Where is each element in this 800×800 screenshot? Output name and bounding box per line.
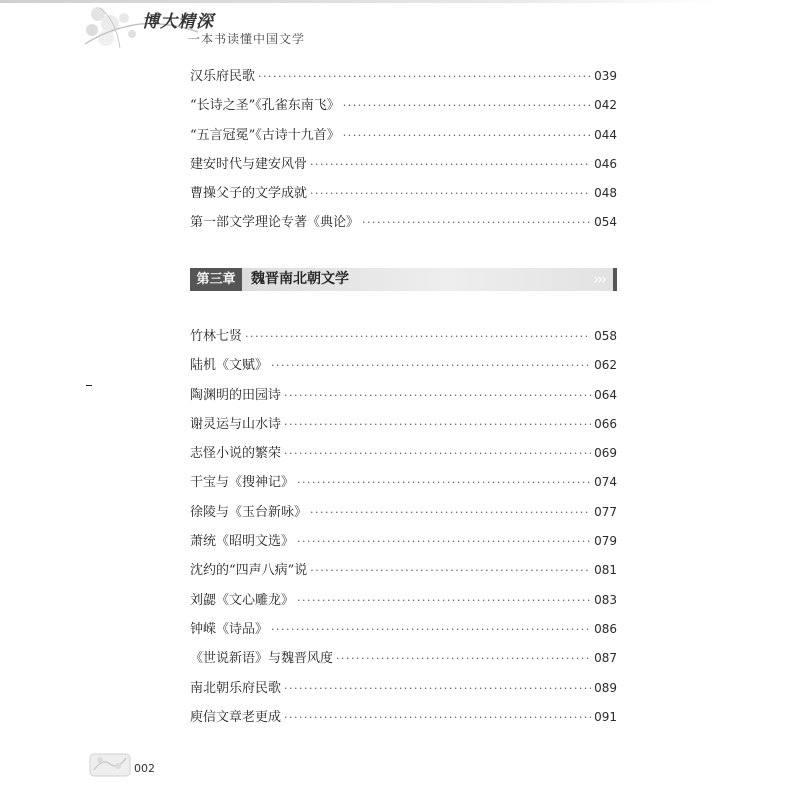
toc-entry-title: 陶渊明的田园诗 xyxy=(190,387,282,403)
toc-entry-page: 062 xyxy=(594,358,617,373)
toc-entry[interactable] xyxy=(190,556,617,585)
header-band xyxy=(0,0,716,3)
toc-entry-page: 087 xyxy=(594,651,617,666)
toc-entry[interactable] xyxy=(190,703,617,732)
leader-dots xyxy=(284,410,591,439)
toc-entry-title: 刘勰《文心雕龙》 xyxy=(190,592,295,608)
leader-dots xyxy=(310,150,591,179)
toc-entry-page: 042 xyxy=(594,98,617,113)
leader-dots xyxy=(343,91,591,120)
toc-entry-page: 079 xyxy=(594,534,617,549)
chapter-number: 第三章 xyxy=(190,268,242,291)
toc-entry[interactable] xyxy=(190,439,617,468)
toc-entry-title: 陆机《文赋》 xyxy=(190,358,269,374)
leader-dots xyxy=(297,468,591,497)
page-number: 002 xyxy=(134,762,155,775)
chapter-heading-bar[interactable] xyxy=(190,268,617,291)
toc-entry-title: 志怪小说的繁荣 xyxy=(190,446,282,462)
toc-entry-page: 083 xyxy=(594,592,617,607)
chevron-right-icon: ››› xyxy=(593,270,605,288)
toc-entry-title: 沈约的“四声八病”说 xyxy=(190,563,308,579)
toc-entry[interactable] xyxy=(190,674,617,703)
toc-entry[interactable] xyxy=(190,62,617,91)
toc-entry[interactable] xyxy=(190,351,617,380)
toc-entry-title: 第一部文学理论专著《典论》 xyxy=(190,215,360,231)
toc-entry-title: “长诗之圣”《孔雀东南飞》 xyxy=(190,98,340,114)
toc-entry-title: 竹林七贤 xyxy=(190,329,243,344)
leader-dots xyxy=(362,208,591,237)
book-subtitle: 一本书读懂中国文学 xyxy=(188,32,306,46)
toc-entry[interactable] xyxy=(190,150,617,179)
toc-entry-title: 《世说新语》与魏晋风度 xyxy=(190,651,334,667)
book-title: 博大精深 xyxy=(142,12,214,32)
leader-dots xyxy=(310,179,591,208)
toc-entry-title: 汉乐府民歌 xyxy=(190,69,256,84)
toc-entry-page: 044 xyxy=(594,127,617,142)
leader-dots xyxy=(297,527,591,556)
leader-dots xyxy=(245,322,591,351)
toc-entry-title: 萧统《昭明文选》 xyxy=(190,534,295,550)
leader-dots xyxy=(271,351,591,380)
leader-dots xyxy=(297,586,591,615)
toc-entry-page: 058 xyxy=(594,329,617,343)
toc-entry[interactable] xyxy=(190,410,617,439)
toc-entry-title: 曹操父子的文学成就 xyxy=(190,186,308,202)
toc-entry-page: 091 xyxy=(594,709,617,724)
toc-entry[interactable] xyxy=(190,586,617,615)
toc-entry-title: 徐陵与《玉台新咏》 xyxy=(190,504,308,520)
toc-entry-page: 054 xyxy=(594,215,617,230)
toc-entry-title: 谢灵运与山水诗 xyxy=(190,416,282,432)
toc-entry-title: 南北朝乐府民歌 xyxy=(190,680,282,696)
chapter-bar-end-cap xyxy=(613,268,617,291)
toc-entry-page: 046 xyxy=(594,156,617,171)
toc-entry[interactable] xyxy=(190,468,617,497)
toc-entry[interactable] xyxy=(190,498,617,527)
toc-entry[interactable] xyxy=(190,121,617,150)
leader-dots xyxy=(310,556,591,585)
toc-entry[interactable] xyxy=(190,644,617,673)
toc-entry[interactable] xyxy=(190,615,617,644)
toc-entry-title: “五言冠冕”《古诗十九首》 xyxy=(190,127,340,143)
toc-entry-page: 089 xyxy=(594,680,617,695)
leader-dots xyxy=(284,381,591,410)
stray-print-mark xyxy=(86,385,92,386)
toc-entry-page: 081 xyxy=(594,563,617,578)
leader-dots xyxy=(336,644,591,673)
toc-list-previous-chapter xyxy=(190,62,617,238)
toc-entry-page: 074 xyxy=(594,475,617,490)
toc-list-chapter-three xyxy=(190,322,617,732)
toc-entry-page: 086 xyxy=(594,621,617,636)
toc-entry[interactable] xyxy=(190,208,617,237)
toc-entry-title: 钟嵘《诗品》 xyxy=(190,621,269,637)
toc-entry-title: 建安时代与建安风骨 xyxy=(190,156,308,172)
leader-dots xyxy=(310,498,591,527)
toc-entry-page: 077 xyxy=(594,504,617,519)
toc-entry-page: 048 xyxy=(594,186,617,201)
leader-dots xyxy=(271,615,591,644)
toc-entry-title: 干宝与《搜神记》 xyxy=(190,475,295,491)
toc-entry[interactable] xyxy=(190,91,617,120)
leader-dots xyxy=(284,439,591,468)
leader-dots xyxy=(284,703,591,732)
toc-entry-page: 066 xyxy=(594,416,617,431)
toc-entry-page: 039 xyxy=(594,69,617,83)
toc-entry[interactable] xyxy=(190,179,617,208)
toc-entry[interactable] xyxy=(190,322,617,351)
toc-entry-title: 庾信文章老更成 xyxy=(190,709,282,725)
leader-dots xyxy=(258,62,591,91)
chapter-title: 魏晋南北朝文学 xyxy=(251,271,349,287)
toc-entry-page: 069 xyxy=(594,446,617,461)
toc-entry[interactable] xyxy=(190,381,617,410)
leader-dots xyxy=(343,121,591,150)
toc-entry-page: 064 xyxy=(594,387,617,402)
toc-entry[interactable] xyxy=(190,527,617,556)
leader-dots xyxy=(284,674,591,703)
footer-ornament-decoration xyxy=(88,746,132,778)
